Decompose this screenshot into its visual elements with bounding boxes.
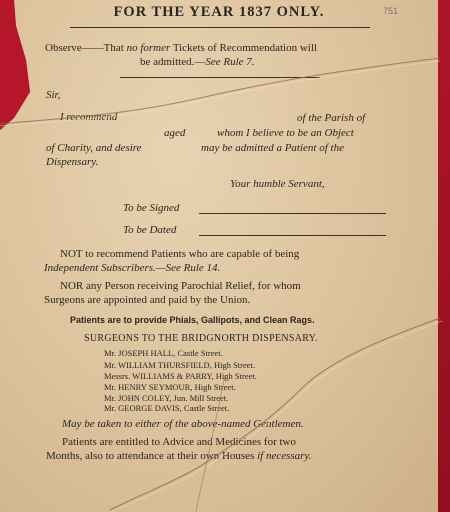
nor-text: any Person receiving Parochial Relief, for whom: [85, 280, 301, 292]
surgeon-name: Mr. HENRY SEYMOUR,: [104, 382, 193, 392]
catalog-ref-note: 751: [383, 6, 399, 16]
surgeon-name: Mr. GEORGE DAVIS,: [104, 403, 182, 413]
taken-note: May be taken to either of the above-named Gentlemen.: [62, 418, 304, 430]
observe-lead: Observe: [45, 42, 82, 54]
observe-that: That: [103, 42, 124, 54]
admitted-text: may be admitted a Patient of the: [201, 142, 344, 154]
aged-text: aged: [164, 127, 186, 139]
surgeon-address: Jun. Mill Street.: [173, 393, 229, 403]
ticket-title: FOR THE YEAR 1837 ONLY.: [113, 4, 325, 20]
dated-label: To be Dated: [123, 224, 177, 236]
entitled-if-necessary: if necessary.: [257, 450, 312, 462]
servant-text: Your humble Servant,: [230, 178, 325, 190]
provide-notice: Patients are to provide Phials, Gallipots, and Clean Rags.: [70, 315, 315, 325]
signed-label: To be Signed: [123, 202, 180, 214]
surgeon-name: Mr. WILLIAM THURSFIELD,: [104, 360, 212, 370]
observe-rule-ref: See Rule 7.: [205, 56, 255, 68]
surgeon-name: Messrs. WILLIAMS & PARRY,: [104, 371, 214, 381]
nor-lead: NOR: [60, 280, 84, 292]
observe-tickets: Tickets of Recommendation will: [172, 42, 317, 54]
nor-notice-line-2: Surgeons are appointed and paid by the Union.: [44, 294, 251, 306]
entitled-line-1: Patients are entitled to Advice and Medicines for two: [62, 436, 296, 448]
surgeon-name: Mr. JOHN COLEY,: [104, 393, 172, 403]
observe-dash: ——: [81, 42, 104, 54]
dispensary-text: Dispensary.: [46, 156, 99, 168]
not-rule-ref: —See Rule 14.: [155, 262, 221, 274]
surgeons-heading: SURGEONS TO THE BRIDGNORTH DISPENSARY.: [84, 333, 318, 344]
surgeon-address: High Street.: [194, 382, 236, 392]
surgeon-address: High Street.: [213, 360, 256, 370]
surgeon-address: High Street.: [215, 371, 257, 381]
recommend-text: I recommend: [60, 111, 118, 123]
surgeon-name: Mr. JOSEPH HALL,: [104, 348, 176, 358]
object-text: whom I believe to be an Object: [217, 127, 354, 139]
entitled-months: Months, also to attendance at their own Houses: [46, 450, 255, 462]
surgeon-address: Castle Street.: [177, 348, 223, 358]
salutation: Sir,: [46, 89, 61, 101]
charity-text: of Charity, and desire: [46, 142, 142, 154]
not-text: to recommend Patients who are capable of being: [85, 248, 300, 260]
not-lead: NOT: [60, 248, 83, 260]
observe-admitted: be admitted.—: [140, 56, 206, 68]
surgeon-address: Castle Street.: [183, 403, 230, 413]
parish-text: of the Parish of: [297, 112, 366, 124]
not-independent: Independent Subscribers.: [44, 262, 156, 274]
observe-no-former: no former: [126, 42, 171, 54]
